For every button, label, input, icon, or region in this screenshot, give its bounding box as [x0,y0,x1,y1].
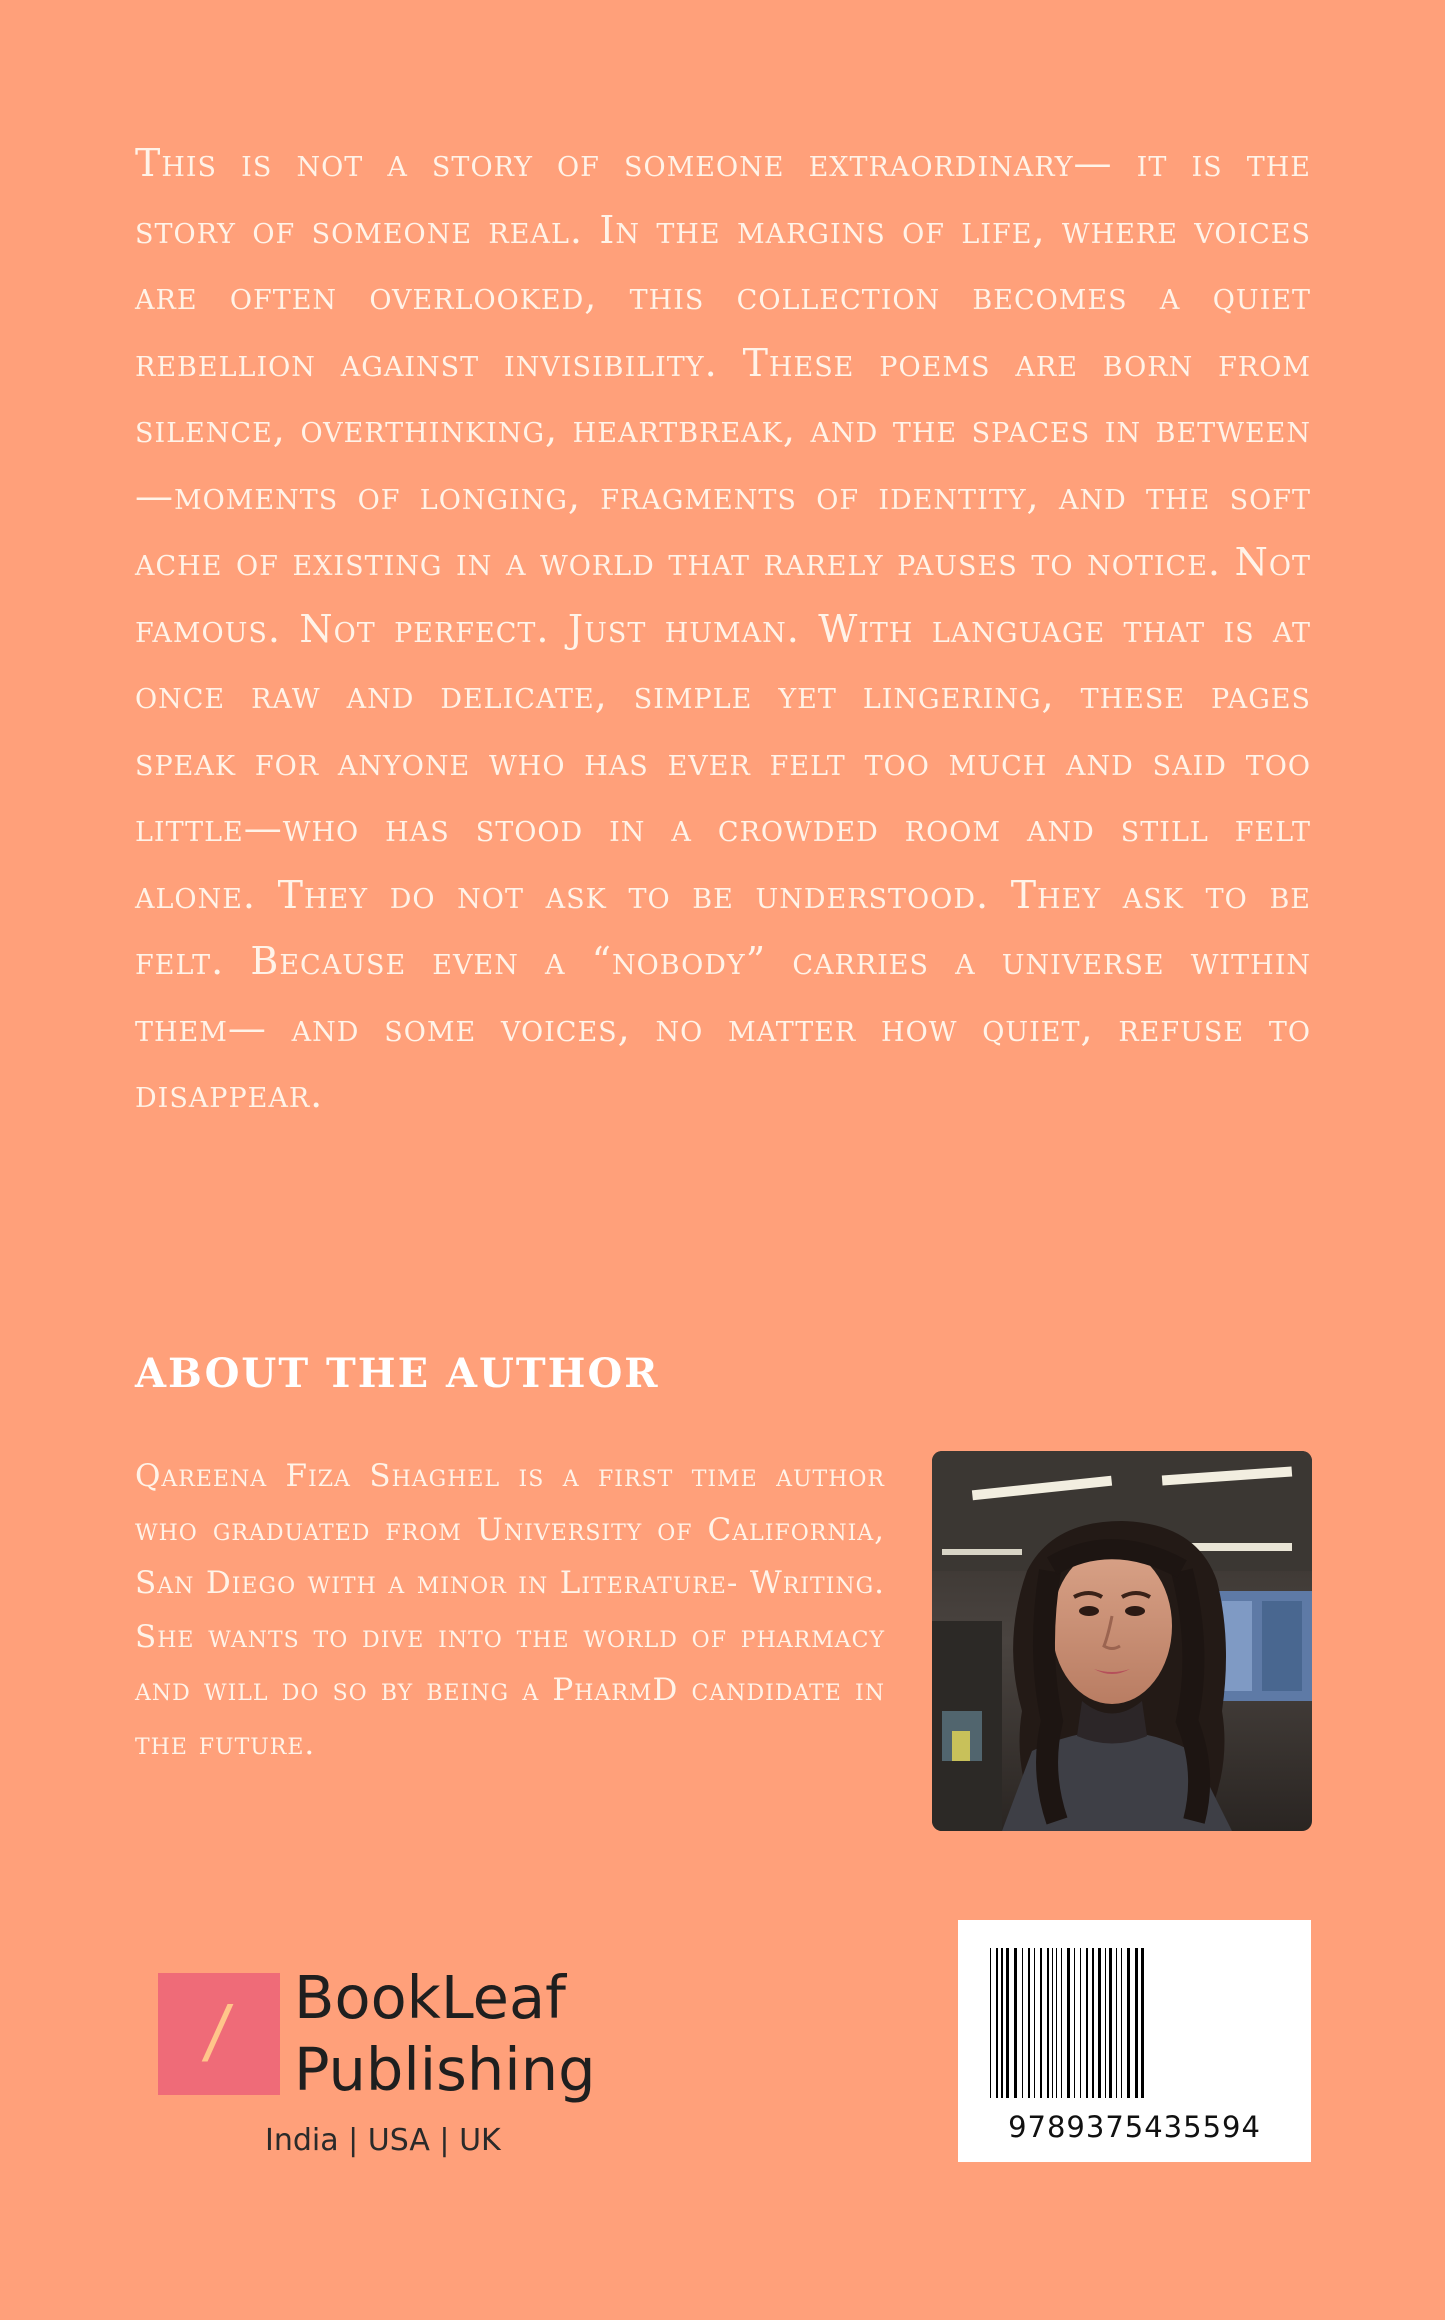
barcode-bar [1092,1948,1094,2098]
barcode-bar [1080,1948,1081,2098]
isbn-number: 9789375435594 [1008,2110,1261,2144]
barcode-bar [990,1948,991,2098]
barcode-bar [1141,1948,1144,2098]
barcode-bar [1034,1948,1035,2098]
barcode-bar [1105,1948,1106,2098]
barcode-bar [1001,1948,1003,2098]
publisher-regions: India | USA | UK [265,2123,501,2158]
publisher-logo [158,1963,628,2168]
barcode-bars [988,1948,1281,2098]
barcode-bar [1047,1948,1049,2098]
publisher-name-line1: BookLeaf [294,1963,566,2032]
author-photo [932,1451,1312,1831]
barcode-bar [1052,1948,1053,2098]
barcode-bar [1028,1948,1030,2098]
barcode-bar [1067,1948,1070,2098]
barcode-bar [1086,1948,1088,2098]
barcode-bar [1061,1948,1062,2098]
barcode-bar [1109,1948,1112,2098]
barcode-bar [1056,1948,1057,2098]
back-cover-blurb: This is not a story of someone extraordinary— it is the story of someone real. In the margins of life, where voices are often overlooked, this collection becomes a quiet rebellion against invisibility. These poems are born from silence, overthinking, heartbreak, and the spaces in between—moments of longing, fragments of identity, and the soft ache of existing in a world that rarely pauses to notice. Not famous. Not perfect. Just human. With language that is at once raw and delicate, simple yet lingering, these pages speak for anyone who has ever felt too much and said too little—who has stood in a crowded room and still felt alone. They do not ask to be understood. They ask to be felt. Because even a “nobody” carries a universe within them— and some voices, no matter how quiet, refuse to disappear. [135,141,1312,1116]
publisher-name-line2: Publishing [294,2035,596,2104]
barcode-bar [1116,1948,1117,2098]
author-bio: Qareena Fiza Shaghel is a first time author who graduated from University of California, San Diego with a minor in Literature- Writing. She wants to dive into the world of pharmacy and will do so by being a PharmD candidate in the future. [135,1458,885,1762]
barcode-bar [1121,1948,1122,2098]
barcode-bar [1006,1948,1009,2098]
barcode-bar [1014,1948,1017,2098]
barcode-bar [1074,1948,1075,2098]
barcode-bar [1022,1948,1023,2098]
barcode-bar [996,1948,998,2098]
barcode-bar [1098,1948,1101,2098]
about-author-heading: ABOUT THE AUTHOR [135,1350,660,1397]
isbn-barcode [958,1920,1311,2162]
barcode-bar [1135,1948,1138,2098]
barcode-bar [1040,1948,1042,2098]
logo-slash-glyph: / [200,1990,236,2072]
barcode-bar [1127,1948,1130,2098]
